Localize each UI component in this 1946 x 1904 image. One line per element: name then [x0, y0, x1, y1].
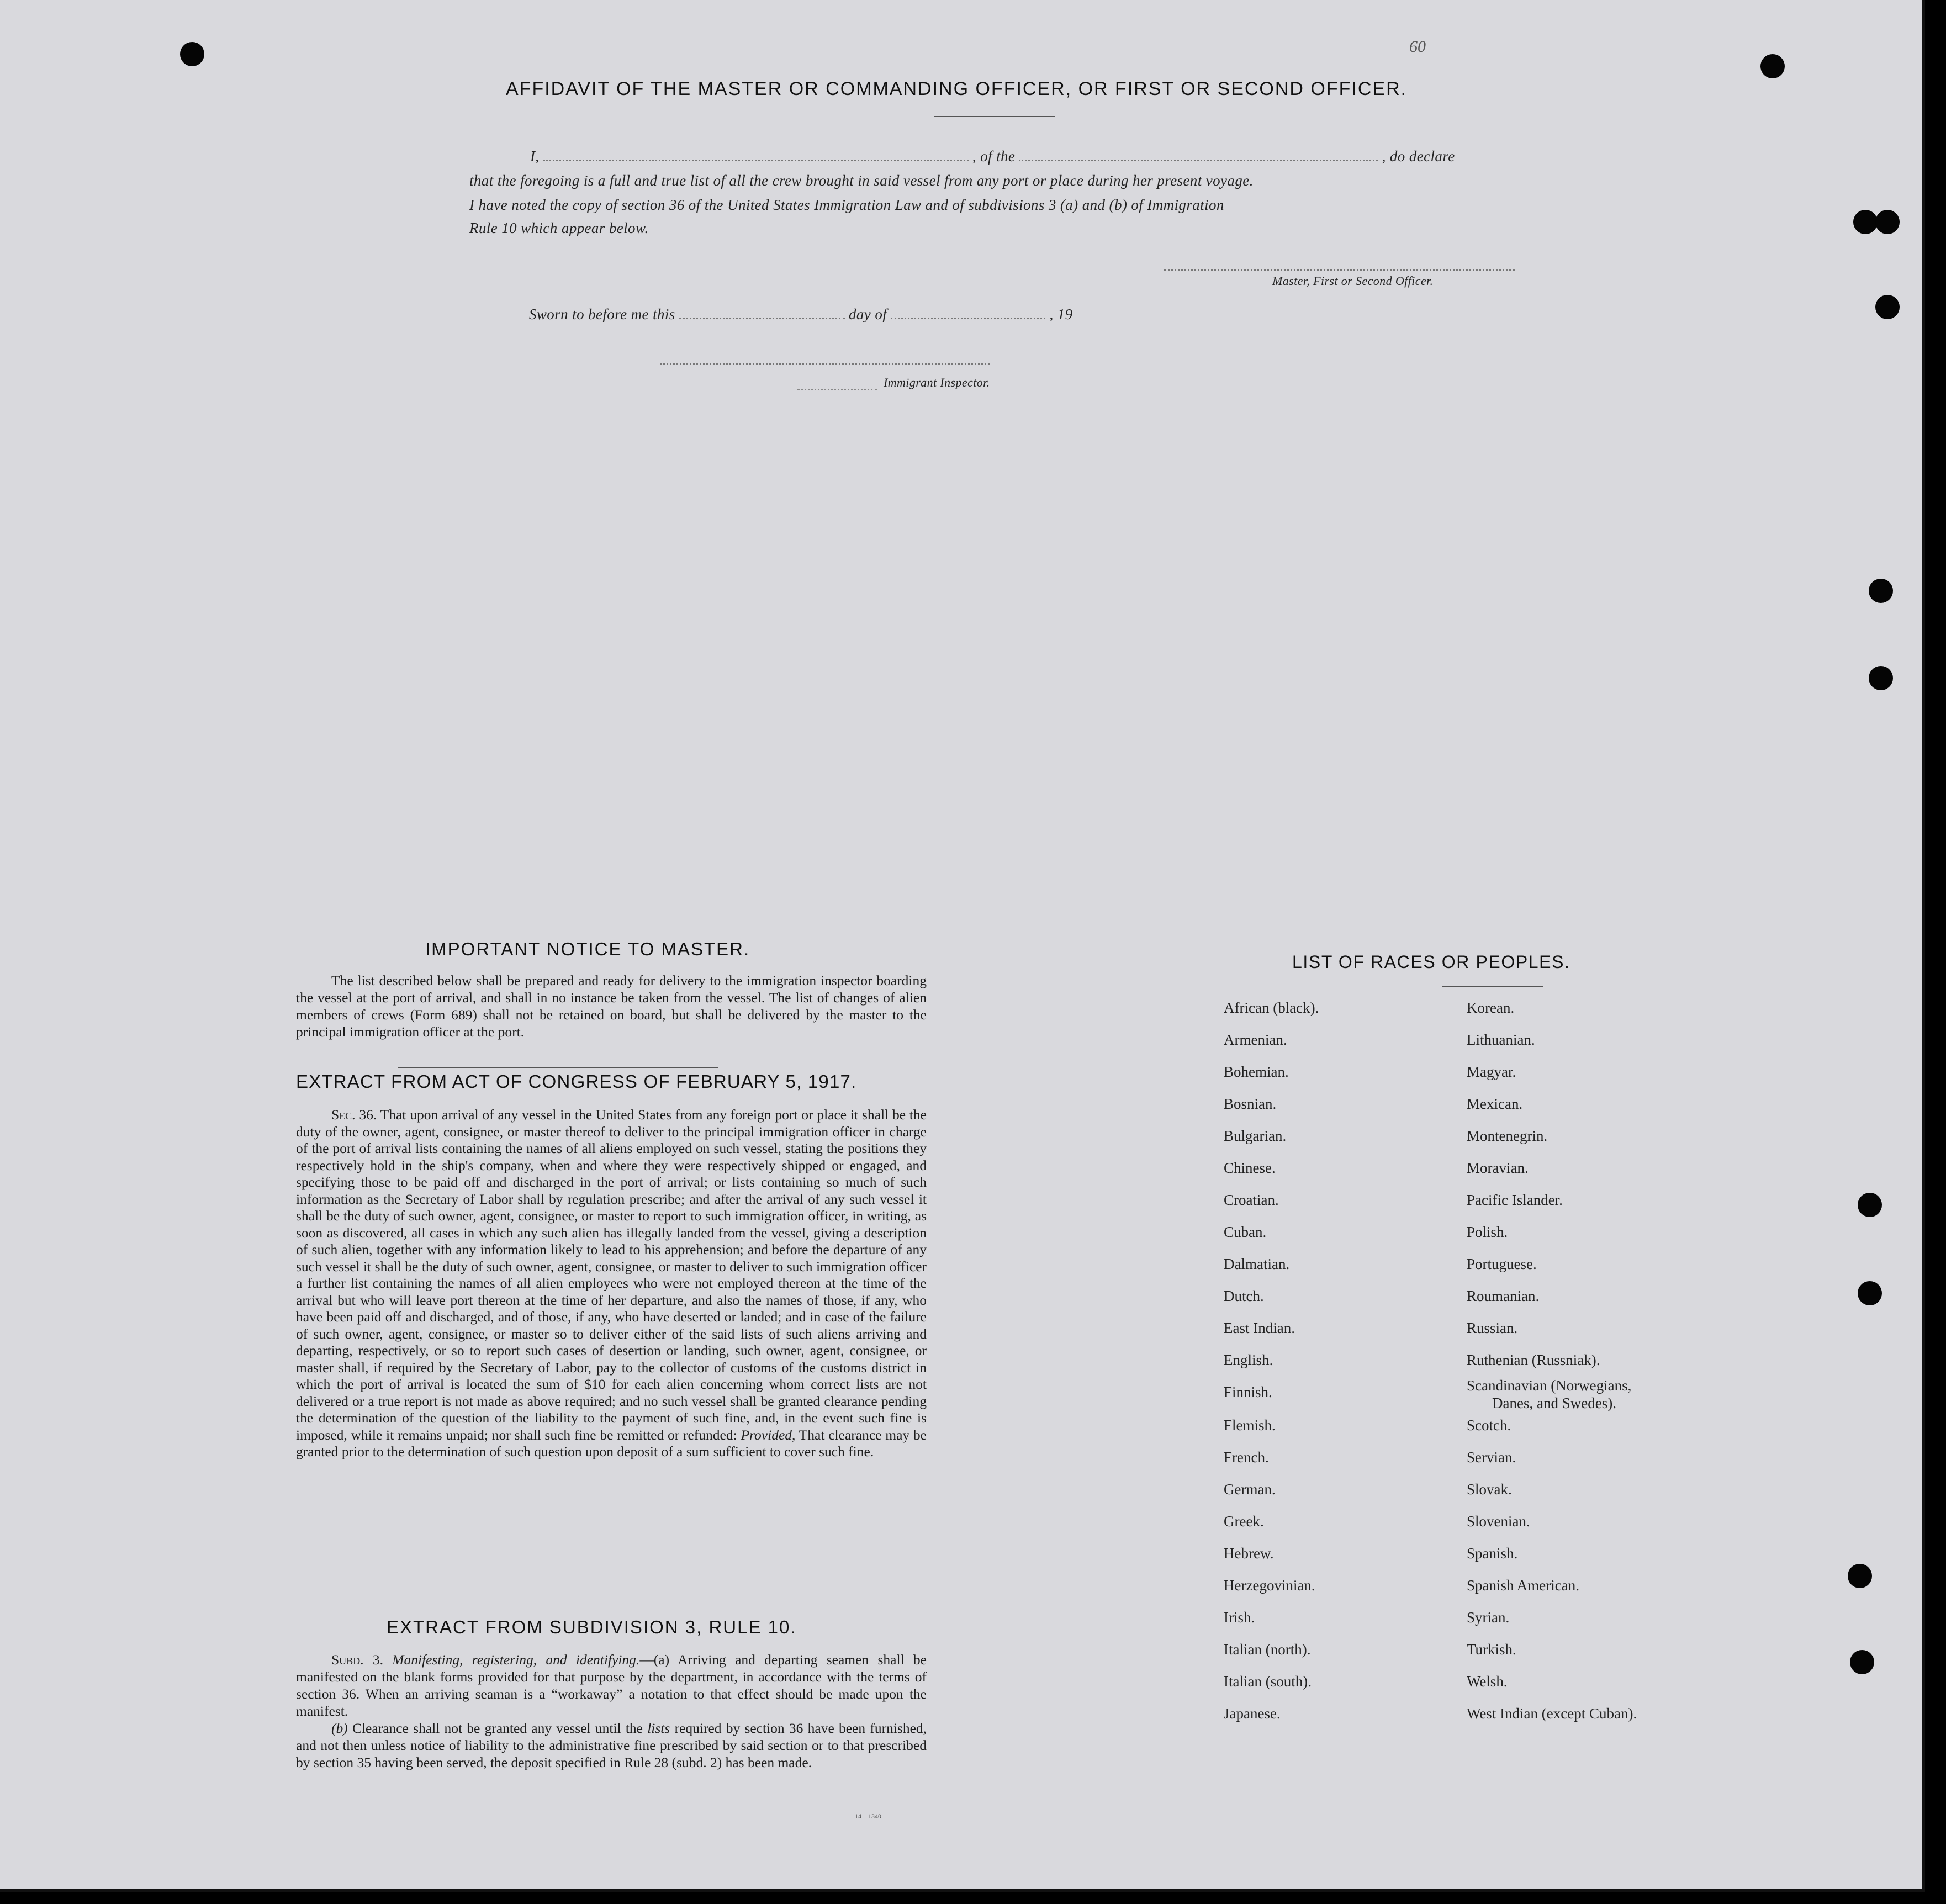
- race-item: Polish.: [1467, 1224, 1508, 1240]
- race-item: Servian.: [1467, 1449, 1516, 1466]
- inspector-caption: Immigrant Inspector.: [884, 375, 990, 389]
- race-item: Italian (south).: [1224, 1673, 1312, 1690]
- rule-text-lists: lists: [647, 1720, 670, 1736]
- race-item: German.: [1224, 1481, 1276, 1498]
- affidavit-title: AFFIDAVIT OF THE MASTER OR COMMANDING OFFICER, OR FIRST OR SECOND OFFICER.: [506, 78, 1408, 99]
- sworn-year-prefix: , 19: [1049, 306, 1073, 322]
- act-text: That upon arrival of any vessel in the United States from any foreign port or place it shall be the duty of the owner, agent, consignee, or master thereof to deliver to the principal immigration officer in charge of the port of arrival lists containing the names of all aliens employed on such vessel, stating the positions they respectively hold in the ship's company, when and where they were respectively shipped or engaged, and specifying those to be paid off and discharged in the port of arrival; or lists containing so much of such information as the Secretary of Labor shall by regulation prescribe; and after the arrival of any such vessel it shall be the duty of such owner, agent, consignee, or master to report to such immigration officer, in writing, as soon as discovered, all cases in which any such alien has illegally landed from the vessel, giving a description of such alien, together with any information likely to lead to his apprehension; and before the departure of any such vessel it shall be the duty of such owner, agent, consignee, or master to deliver to such immigration officer a further list containing the names of all alien employees who were not employed thereon at the time of the arrival but who will leave port thereon at the time of her departure, and also the names of those, if any, who have been paid off and discharged, and of those, if any, who have deserted or landed; and in case of the failure of such owner, agent, consignee, or master so to deliver either of the said lists of such aliens arriving and departing, respectively, or so to report such cases of desertion or landing, such owner, agent, consignee, or master shall, if required by the Secretary of Labor, pay to the collector of customs of the customs district in which the port of arrival is located the sum of $10 for each alien concerning whom correct lists are not delivered or a true report is not made as above required; and no such vessel shall be granted clearance pending the determination of the question of the liability to the payment of such fine, and, in the event such fine is imposed, while it remains unpaid; nor shall such fine be remitted or refunded:: [296, 1107, 927, 1443]
- race-item: West Indian (except Cuban).: [1467, 1705, 1637, 1722]
- signature-caption: Master, First or Second Officer.: [1272, 274, 1434, 288]
- race-item: Mexican.: [1467, 1096, 1523, 1112]
- race-item: Cuban.: [1224, 1224, 1267, 1240]
- race-item: Armenian.: [1224, 1032, 1287, 1048]
- race-item: Roumanian.: [1467, 1288, 1540, 1304]
- rule-text-b2: required by section 36 have been furnished, and not then unless notice of liability to the administrative fine prescribed by said section or to that prescribed by section 35 having been served, the deposit specified in Rule 28 (subd. 2) has been made.: [296, 1720, 927, 1770]
- race-item: Turkish.: [1467, 1641, 1516, 1658]
- race-item: Bulgarian.: [1224, 1128, 1287, 1144]
- race-item: Magyar.: [1467, 1064, 1516, 1080]
- act-text-end: That clearance may be granted prior to the determination of such question upon deposit of a sum sufficient to cover such fine.: [296, 1426, 927, 1459]
- race-item: Scotch.: [1467, 1417, 1511, 1434]
- sworn-text: Sworn to before me this: [529, 306, 675, 322]
- race-item: French.: [1224, 1449, 1269, 1466]
- race-item: Bosnian.: [1224, 1096, 1277, 1112]
- race-item: Hebrew.: [1224, 1545, 1274, 1562]
- race-item: Slovenian.: [1467, 1513, 1530, 1530]
- race-item: English.: [1224, 1352, 1273, 1368]
- affidavit-of-the: , of the: [972, 148, 1016, 165]
- affidavit-line-3: I have noted the copy of section 36 of the United States Immigration Law and of subdivisions 3 (a) and (b) of Immigration: [469, 197, 1224, 213]
- rule-subd-heading: Manifesting, registering, and identifying.: [392, 1652, 640, 1668]
- form-number: 14—1340: [855, 1812, 881, 1820]
- notice-paragraph: The list described below shall be prepared and ready for delivery to the immigration inspector boarding the vessel at the port of arrival, and shall in no instance be taken from the vessel. The list of changes of alien members of crews (Form 689) shall not be retained on board, but shall be delivered by the master to the principal immigration officer at the port.: [296, 972, 927, 1040]
- race-item: Moravian.: [1467, 1160, 1529, 1176]
- race-item: Welsh.: [1467, 1673, 1508, 1690]
- race-item: Flemish.: [1224, 1417, 1276, 1434]
- race-item: African (black).: [1224, 999, 1319, 1016]
- race-item: Russian.: [1467, 1320, 1518, 1336]
- race-item: Syrian.: [1467, 1609, 1510, 1626]
- act-title: EXTRACT FROM ACT OF CONGRESS OF FEBRUARY 5, 1917.: [296, 1071, 857, 1092]
- race-item: Ruthenian (Russniak).: [1467, 1352, 1600, 1368]
- rule-subd-label: Subd. 3.: [331, 1652, 383, 1668]
- act-section-label: Sec. 36.: [331, 1107, 377, 1123]
- race-item: Lithuanian.: [1467, 1032, 1535, 1048]
- rule-b-label: (b): [331, 1720, 348, 1736]
- race-item: Bohemian.: [1224, 1064, 1289, 1080]
- race-item: Spanish American.: [1467, 1577, 1579, 1594]
- race-item: Croatian.: [1224, 1192, 1279, 1208]
- race-item: East Indian.: [1224, 1320, 1295, 1336]
- rule-text-a: —(a) Arriving and departing seamen shall be manifested on the blank forms provided for that purpose by the department, in accordance with the terms of section 36. When an arriving seaman is a “workaway” a notation to that effect should be made upon the manifest.: [296, 1652, 927, 1719]
- race-item: Herzegovinian.: [1224, 1577, 1315, 1594]
- rule-text-b1: Clearance shall not be granted any vessel until the: [352, 1720, 643, 1736]
- race-item: Pacific Islander.: [1467, 1192, 1563, 1208]
- sworn-day-of: day of: [849, 306, 887, 322]
- race-item: Korean.: [1467, 999, 1515, 1016]
- race-item: Portuguese.: [1467, 1256, 1537, 1272]
- affidavit-line-2: that the foregoing is a full and true list of all the crew brought in said vessel from any port or place during her present voyage.: [469, 172, 1254, 189]
- notice-title: IMPORTANT NOTICE TO MASTER.: [425, 939, 750, 959]
- race-item-continuation: Danes, and Swedes).: [1492, 1395, 1616, 1411]
- affidavit-do-declare: , do declare: [1382, 148, 1455, 165]
- race-item: Japanese.: [1224, 1705, 1281, 1722]
- race-item: Chinese.: [1224, 1160, 1276, 1176]
- race-item: Dutch.: [1224, 1288, 1264, 1304]
- race-item: Finnish.: [1224, 1384, 1272, 1400]
- race-item: Spanish.: [1467, 1545, 1518, 1562]
- corner-handwritten-mark: 60: [1409, 38, 1426, 56]
- race-item: Dalmatian.: [1224, 1256, 1290, 1272]
- race-item: Montenegrin.: [1467, 1128, 1548, 1144]
- rule-title: EXTRACT FROM SUBDIVISION 3, RULE 10.: [387, 1617, 797, 1637]
- race-item: Scandinavian (Norwegians,: [1467, 1377, 1632, 1394]
- race-item: Slovak.: [1467, 1481, 1512, 1498]
- affidavit-i: I,: [530, 148, 540, 165]
- race-item: Greek.: [1224, 1513, 1264, 1530]
- race-item: Italian (north).: [1224, 1641, 1311, 1658]
- affidavit-line-4: Rule 10 which appear below.: [469, 220, 649, 236]
- race-item: Irish.: [1224, 1609, 1255, 1626]
- races-title: LIST OF RACES OR PEOPLES.: [1292, 952, 1570, 972]
- act-provided: Provided,: [741, 1426, 796, 1443]
